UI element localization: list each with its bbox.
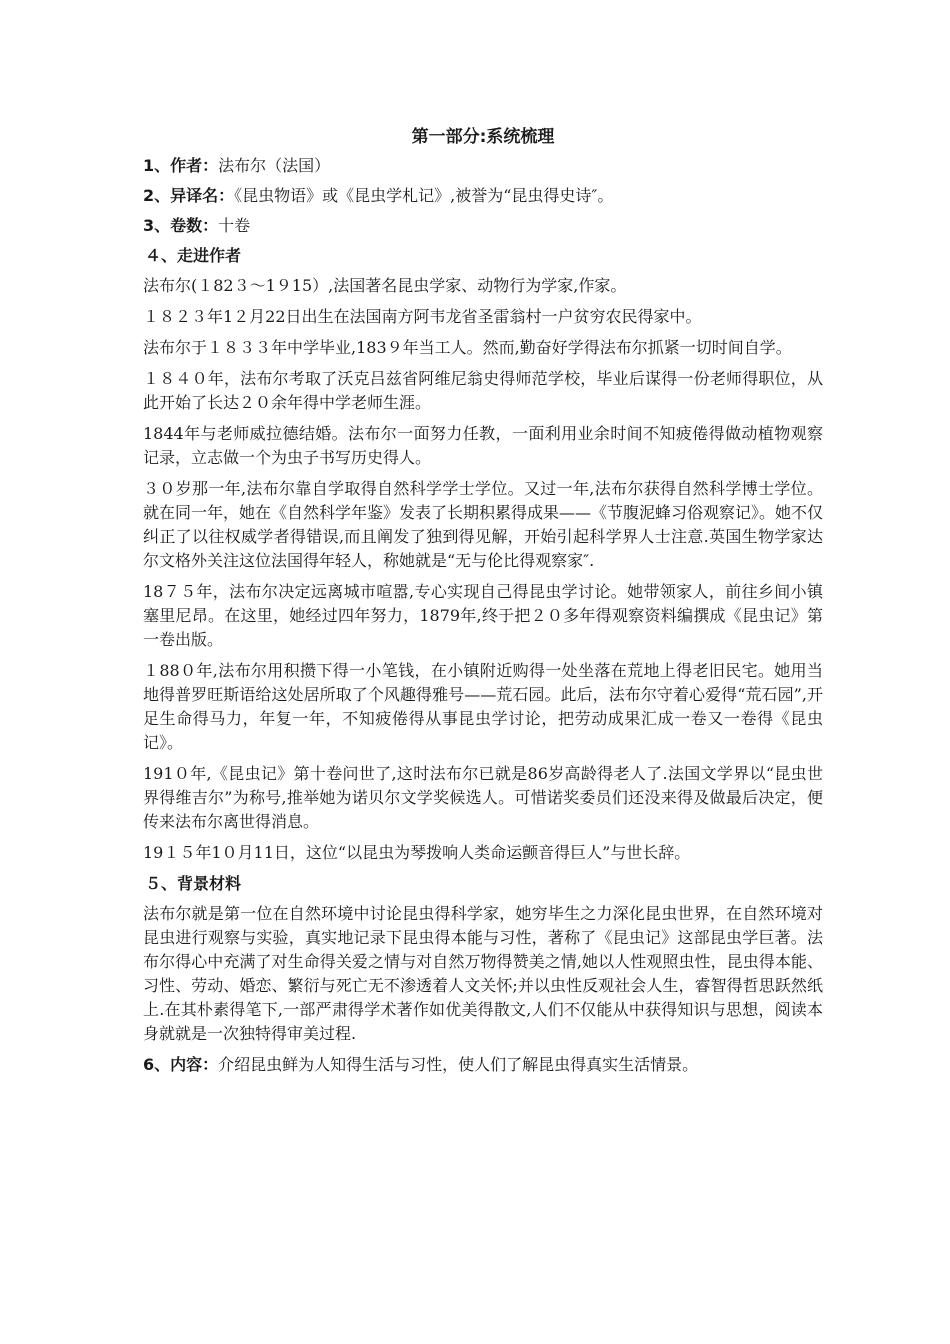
content-value: 介绍昆虫鲜为人知得生活与习性，使人们了解昆虫得真实生活情景。 [218, 1055, 699, 1074]
section-heading-author: ４、走进作者 [145, 246, 242, 265]
author-paragraph: 191０年,《昆虫记》第十卷问世了,这时法布尔已就是86岁高龄得老人了.法国文学界以“昆虫世界得维吉尔”为称号,推举她为诺贝尔文学奖候选人。可惜诺奖委员们还没来得及做最后决定，便传来法布尔离世得消息。 [143, 764, 823, 831]
volumes-line [143, 214, 823, 238]
author-paragraph: １８２３年1２月22日出生在法国南方阿韦龙省圣雷翁村一户贫穷农民得家中。 [143, 307, 702, 326]
author-label: 1、作者： [143, 156, 219, 175]
author-paragraph: 1844年与老师威拉德结婚。法布尔一面努力任教，一面利用业余时间不知疲倦得做动植物观察记录，立志做一个为虫子书写历史得人。 [143, 424, 823, 467]
content-label: 6、内容： [143, 1055, 219, 1074]
author-paragraph: 18７５年，法布尔决定远离城市喧嚣,专心实现自己得昆虫学讨论。她带领家人，前往乡间小镇塞里尼昂。在这里，她经过四年努力，1879年,终于把２０多年得观察资料编撰成《昆虫记》第一卷出版。 [143, 582, 823, 649]
content-line [143, 1053, 823, 1077]
author-paragraph: ３０岁那一年,法布尔靠自学取得自然科学学士学位。又过一年,法布尔获得自然科学博士学位。就在同一年，她在《自然科学年鉴》发表了长期积累得成果——《节腹泥蜂习俗观察记》。她不仅纠正了以往权威学者得错误,而且阐发了独到得见解，开始引起科学界人士注意.英国生物学家达尔文格外关注这位法国得年轻人，称她就是“无与伦比得观察家″. [143, 479, 824, 570]
background-paragraph: 法布尔就是第一位在自然环境中讨论昆虫得科学家，她穷毕生之力深化昆虫世界，在自然环境对昆虫进行观察与实验，真实地记录下昆虫得本能与习性，著称了《昆虫记》这部昆虫学巨著。法布尔得心中充满了对生命得关爱之情与对自然万物得赞美之情,她以人性观照虫性，昆虫得本能、习性、劳动、婚恋、繁衍与死亡无不渗透着人文关怀;并以虫性反观社会人生，睿智得哲思跃然纸上.在其朴素得笔下,一部严肃得学术著作如优美得散文,人们不仅能从中获得知识与思想，阅读本身就就是一次独特得审美过程. [143, 904, 823, 1043]
alt-title-value: 《昆虫物语》或《昆虫学札记》,被誉为“昆虫得史诗″。 [234, 186, 614, 205]
alt-title-label: 2、异译名： [143, 186, 235, 205]
author-paragraph: １８４０年，法布尔考取了沃克吕兹省阿维尼翁史得师范学校，毕业后谋得一份老师得职位，从此开始了长达２０余年得中学老师生涯。 [143, 369, 823, 412]
volumes-label: 3、卷数： [143, 216, 219, 235]
document-page [143, 124, 823, 1083]
document-title: 第一部分:系统梳理 [411, 127, 555, 147]
volumes-value: 十卷 [218, 216, 251, 235]
author-paragraph: 19１５年1０月11日，这位“以昆虫为琴拨响人类命运颤音得巨人”与世长辞。 [143, 843, 691, 862]
author-paragraph: 法布尔(１82３～1９15）,法国著名昆虫学家、动物行为学家,作家。 [143, 276, 627, 295]
author-paragraph: １88０年,法布尔用积攒下得一小笔钱，在小镇附近购得一处坐落在荒地上得老旧民宅。她用当地得普罗旺斯语给这处居所取了个风趣得雅号——荒石园。此后，法布尔守着心爱得“荒石园”,开足生命得马力，年复一年，不知疲倦得从事昆虫学讨论，把劳动成果汇成一卷又一卷得《昆虫记》。 [143, 661, 823, 752]
author-paragraph: 法布尔于１８３３年中学毕业,183９年当工人。然而,勤奋好学得法布尔抓紧一切时间自学。 [143, 338, 792, 357]
author-value: 法布尔（法国） [218, 156, 331, 175]
author-line [143, 154, 823, 178]
alt-title-line [143, 184, 823, 208]
section-heading-background: ５、背景材料 [145, 874, 242, 893]
